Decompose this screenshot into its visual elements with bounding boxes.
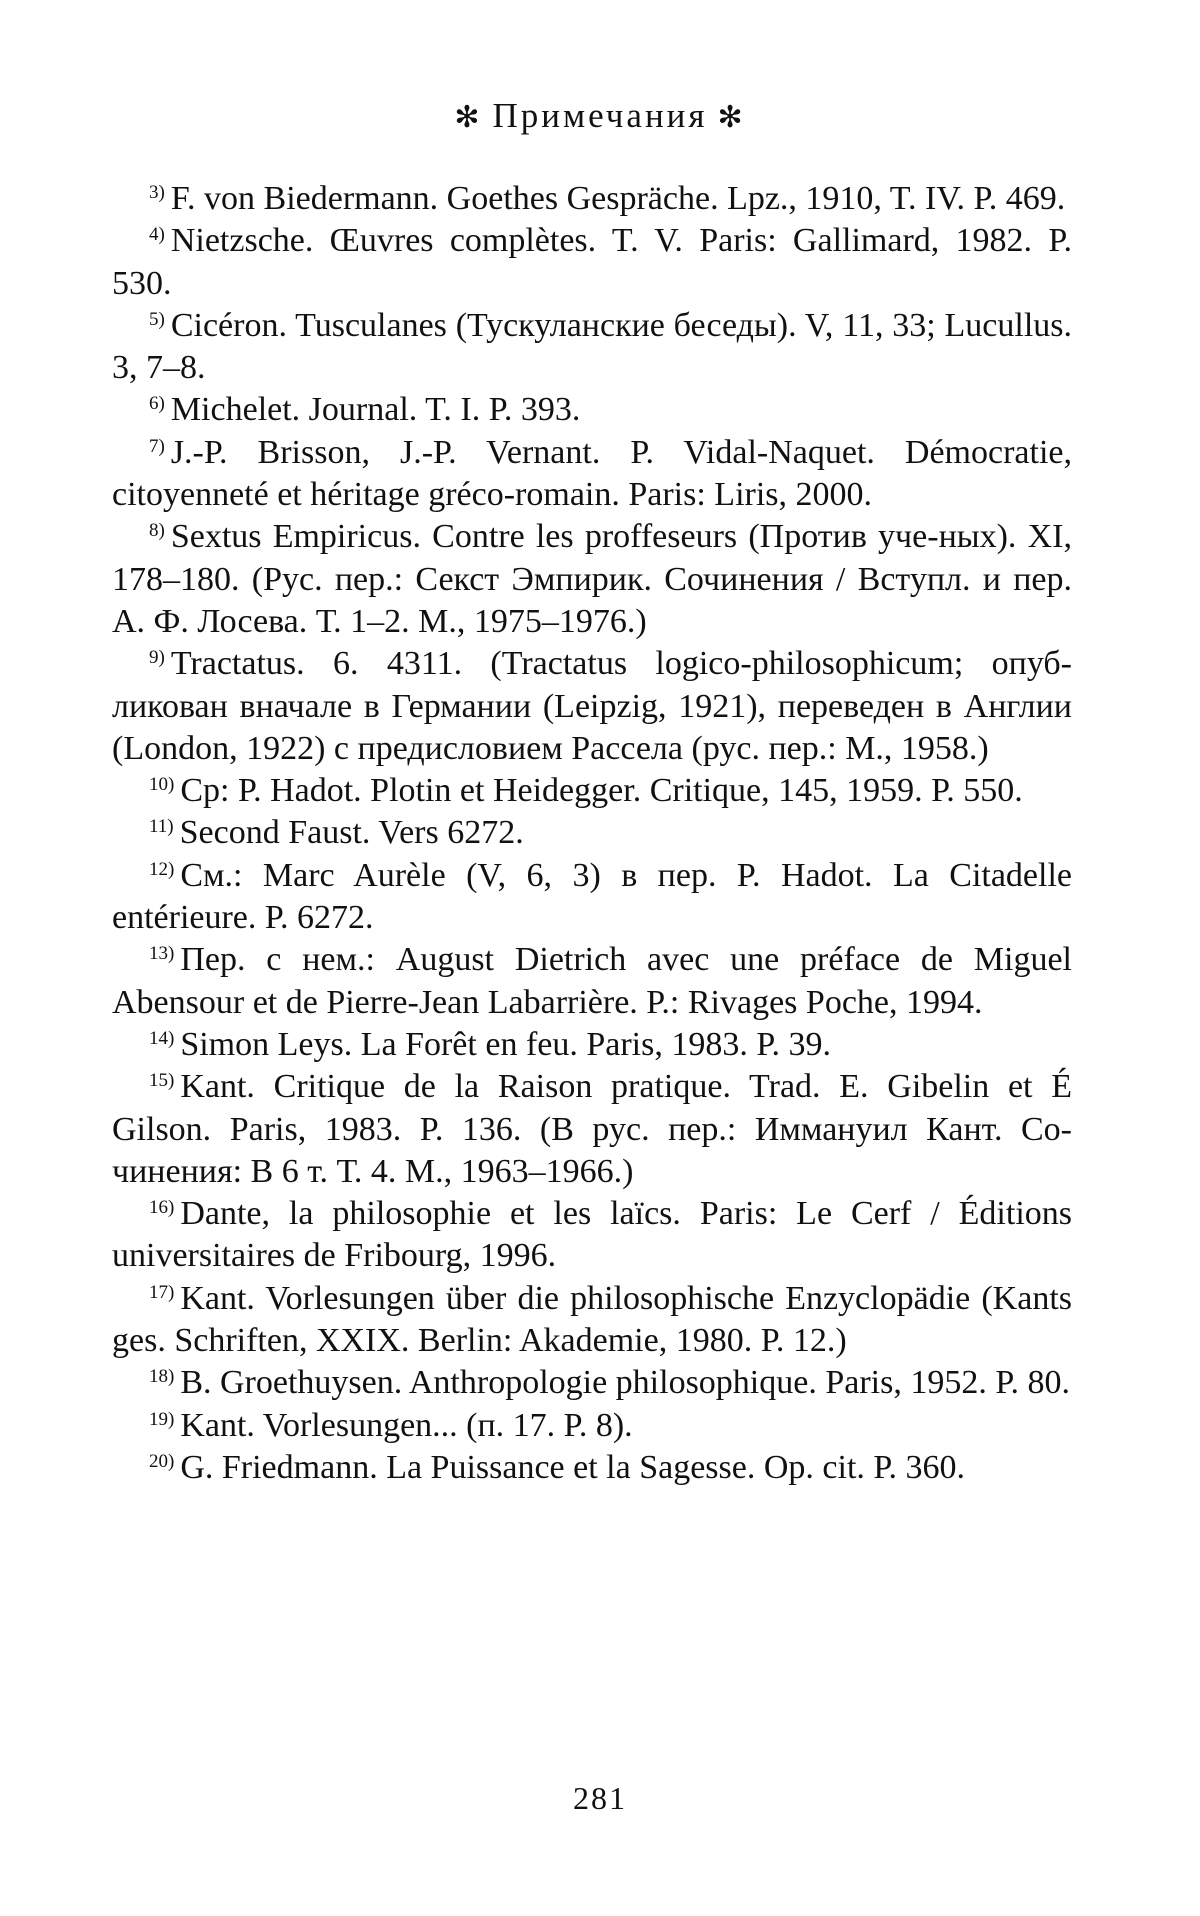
endnote-14 (112, 1024, 1072, 1066)
ornament-right-icon: ✻ (717, 101, 746, 134)
endnote-number: 13) (149, 943, 175, 965)
endnote-16 (112, 1193, 1072, 1278)
endnote-text: Kant. Vorlesungen über die philosophische Enzyclopädie (Kants ges. Schriften, XXIX. Berlin: Akademie, 1980. P. 12.) (112, 1279, 1072, 1360)
endnote-18 (112, 1362, 1072, 1404)
endnote-number: 19) (149, 1408, 175, 1430)
endnote-7 (112, 432, 1072, 517)
endnotes-list (112, 178, 1072, 1489)
endnote-text: Simon Leys. La Forêt en feu. Paris, 1983. P. 39. (180, 1025, 831, 1063)
endnote-10 (112, 770, 1072, 812)
endnote-8 (112, 516, 1072, 643)
endnote-text: Nietzsche. Œuvres complètes. T. V. Paris: Gallimard, 1982. P. 530. (112, 222, 1072, 302)
endnote-text: Пер. с нем.: August Dietrich avec une préface de Miguel Abensour et de Pierre-Jean Labarrière. P.: Rivages Poche, 1994. (112, 941, 1072, 1021)
endnote-4 (112, 220, 1072, 305)
endnote-5 (112, 305, 1072, 390)
endnote-number: 9) (149, 647, 165, 669)
ornament-left-icon: ✻ (454, 101, 483, 134)
endnote-number: 4) (149, 224, 165, 246)
endnote-number: 20) (149, 1450, 175, 1472)
endnote-number: 16) (149, 1197, 175, 1219)
endnote-12 (112, 855, 1072, 940)
endnote-9 (112, 643, 1072, 770)
endnote-text: Kant. Critique de la Raison pratique. Trad. E. Gibelin et É Gilson. Paris, 1983. P. 136. (В рус. пер.: Иммануил Кант. Со-чинения: В 6 т. Т. 4. М., 1963–1966.) (112, 1068, 1072, 1190)
endnote-number: 10) (149, 774, 175, 796)
endnote-number: 11) (149, 816, 174, 838)
endnote-text: Tractatus. 6. 4311. (Tractatus logico-philosophicum; опуб-ликован вначале в Германии (Leipzig, 1921), переведен в Англии (London, 1922) с предисловием Рассела (рус. пер.: М., 1958.) (112, 645, 1072, 767)
endnote-text: Sextus Empiricus. Contre les proffeseurs (Против уче-ных). XI, 178–180. (Рус. пер.: Секст Эмпирик. Сочинения / Вступл. и пер. А. Ф. Лосева. Т. 1–2. М., 1975–1976.) (112, 518, 1072, 640)
endnote-6 (112, 389, 1072, 431)
endnote-15 (112, 1066, 1072, 1193)
endnote-number: 8) (149, 520, 165, 542)
endnote-number: 14) (149, 1027, 175, 1049)
endnote-text: Ср: P. Hadot. Plotin et Heidegger. Critique, 145, 1959. P. 550. (180, 772, 1023, 810)
endnote-text: Dante, la philosophie et les laïcs. Paris: Le Cerf / Éditions universitaires de Fribourg, 1996. (112, 1195, 1072, 1275)
endnote-3 (112, 178, 1072, 220)
endnote-11 (112, 812, 1072, 854)
endnote-number: 6) (149, 393, 165, 415)
endnote-text: B. Groethuysen. Anthropologie philosophique. Paris, 1952. P. 80. (180, 1364, 1070, 1402)
endnote-number: 17) (149, 1281, 175, 1303)
endnote-20 (112, 1447, 1072, 1489)
endnote-text: Cicéron. Tusculanes (Тускуланские беседы). V, 11, 33; Lucullus. 3, 7–8. (112, 306, 1072, 387)
endnote-text: Kant. Vorlesungen... (п. 17. P. 8). (180, 1406, 633, 1444)
endnote-text: F. von Biedermann. Goethes Gespräche. Lpz., 1910, T. IV. P. 469. (170, 180, 1066, 217)
running-header (0, 96, 1200, 138)
endnote-number: 5) (149, 308, 165, 330)
endnote-number: 15) (149, 1070, 175, 1092)
endnote-number: 12) (149, 858, 175, 880)
endnote-number: 7) (149, 435, 165, 457)
endnote-text: См.: Marc Aurèle (V, 6, 3) в пер. P. Hadot. La Citadelle entérieure. P. 6272. (112, 856, 1072, 937)
endnote-text: G. Friedmann. La Puissance et la Sagesse. Op. cit. P. 360. (180, 1448, 966, 1486)
endnote-text: J.-P. Brisson, J.-P. Vernant. P. Vidal-Naquet. Démocratie, citoyenneté et héritage gréco-romain. Paris: Liris, 2000. (112, 433, 1072, 514)
endnote-text: Michelet. Journal. T. I. P. 393. (170, 391, 581, 429)
endnote-13 (112, 939, 1072, 1024)
endnote-number: 3) (149, 182, 165, 203)
page-number: 281 (573, 1780, 627, 1816)
endnote-text: Second Faust. Vers 6272. (179, 814, 524, 852)
endnote-17 (112, 1278, 1072, 1363)
page-title: Примечания (492, 96, 708, 135)
endnote-number: 18) (149, 1366, 175, 1388)
endnote-19 (112, 1405, 1072, 1447)
